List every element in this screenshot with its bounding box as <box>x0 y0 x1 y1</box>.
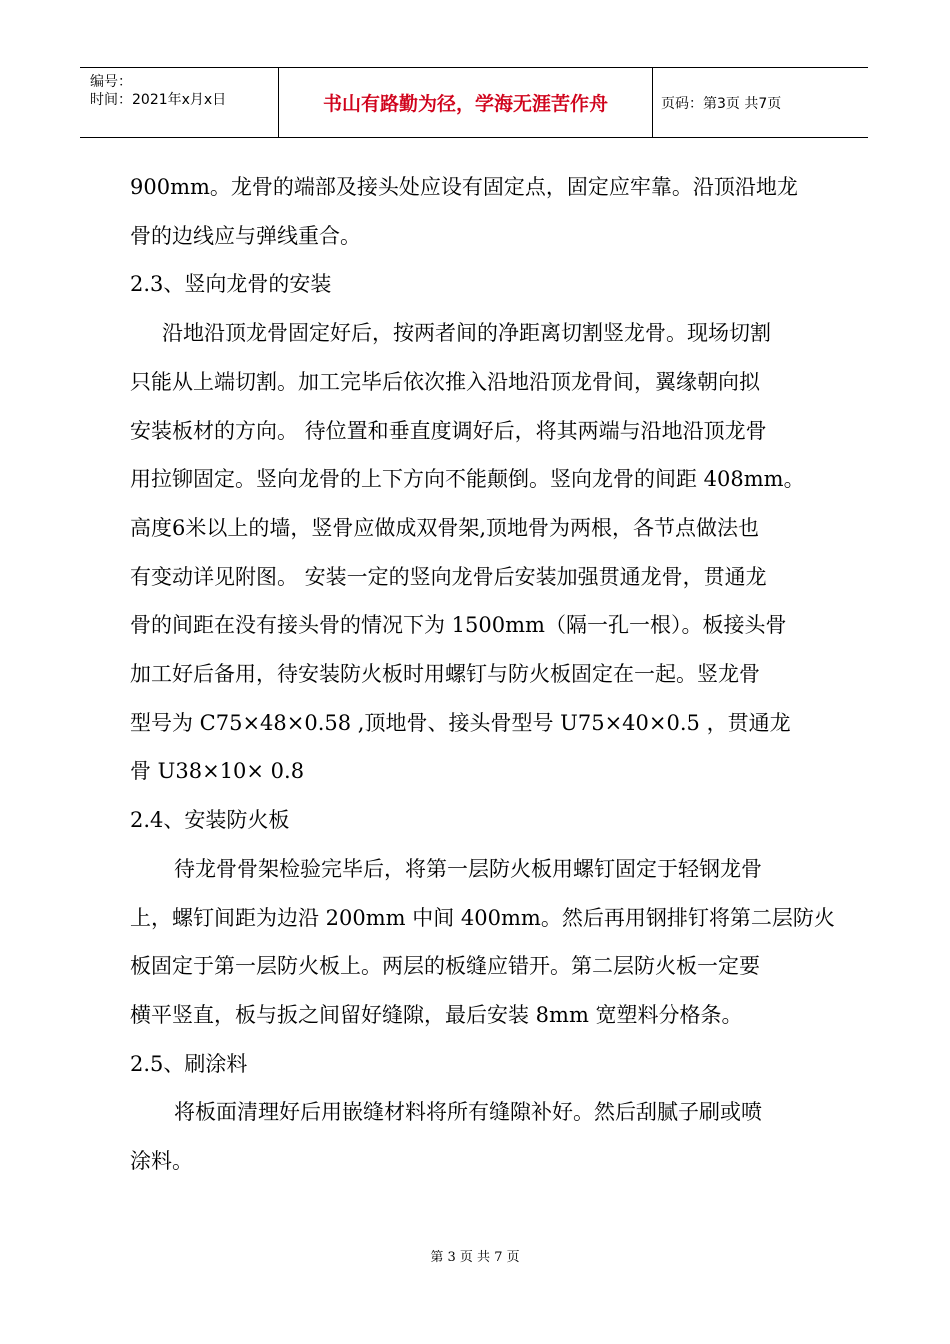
header-meta <box>80 68 279 137</box>
text-line: 待龙骨骨架检验完毕后，将第一层防火板用螺钉固定于轻钢龙骨 <box>174 856 762 881</box>
text-line: 900mm。龙骨的端部及接头处应设有固定点，固定应牢靠。沿顶沿地龙 <box>130 175 798 199</box>
text-line: 将板面清理好后用嵌缝材料将所有缝隙补好。然后刮腻子刷或喷 <box>174 1100 762 1125</box>
number-label: 编号： <box>90 74 132 90</box>
text-line: 用拉铆固定。竖向龙骨的上下方向不能颠倒。竖向龙骨的间距 408mm。 <box>130 467 805 492</box>
text-line: 骨的间距在没有接头骨的情况下为 1500mm（隔一孔一根）。板接头骨 <box>130 613 787 638</box>
header-motto: 书山有路勤为径，学海无涯苦作舟 <box>279 68 653 137</box>
text-line: 上，螺钉间距为边沿 200mm 中间 400mm。然后再用钢排钉将第二层防火 <box>130 905 835 930</box>
time-label: 时间：2021年x月x日 <box>90 92 227 108</box>
text-line: 有变动详见附图。 安装一定的竖向龙骨后安装加强贯通龙骨，贯通龙 <box>130 564 767 589</box>
text-line: 只能从上端切割。加工完毕后依次推入沿地沿顶龙骨间，翼缘朝向拟 <box>130 369 760 394</box>
text-line: 高度6米以上的墙，竖骨应做成双骨架,顶地骨为两根，各节点做法也 <box>130 515 760 540</box>
text-line: 沿地沿顶龙骨固定好后，按两者间的净距离切割竖龙骨。现场切割 <box>162 321 771 346</box>
section-heading: 2.5、刷涂料 <box>130 1051 248 1076</box>
text-line: 骨的边线应与弹线重合。 <box>130 223 361 248</box>
text-line: 涂料。 <box>130 1149 193 1174</box>
text-line: 型号为 C75×48×0.58 ,顶地骨、接头骨型号 U75×40×0.5 ，贯通龙 <box>130 710 791 735</box>
document-body <box>130 163 835 1186</box>
page-header <box>80 67 868 138</box>
text-line: 骨 U38×10× 0.8 <box>130 759 305 784</box>
text-line: 板固定于第一层防火板上。两层的板缝应错开。第二层防火板一定要 <box>130 954 760 979</box>
text-line: 横平竖直，板与扳之间留好缝隙，最后安装 8mm 宽塑料分格条。 <box>130 1002 743 1027</box>
text-line: 安装板材的方向。 待位置和垂直度调好后，将其两端与沿地沿顶龙骨 <box>130 418 767 443</box>
text-line: 加工好后备用，待安装防火板时用螺钉与防火板固定在一起。竖龙骨 <box>130 662 760 687</box>
section-heading: 2.4、安装防火板 <box>130 808 290 833</box>
header-page-info: 页码：第3页 共7页 <box>661 95 782 112</box>
section-heading: 2.3、竖向龙骨的安装 <box>130 272 332 297</box>
page-footer: 第 3 页 共 7 页 <box>430 1250 520 1265</box>
